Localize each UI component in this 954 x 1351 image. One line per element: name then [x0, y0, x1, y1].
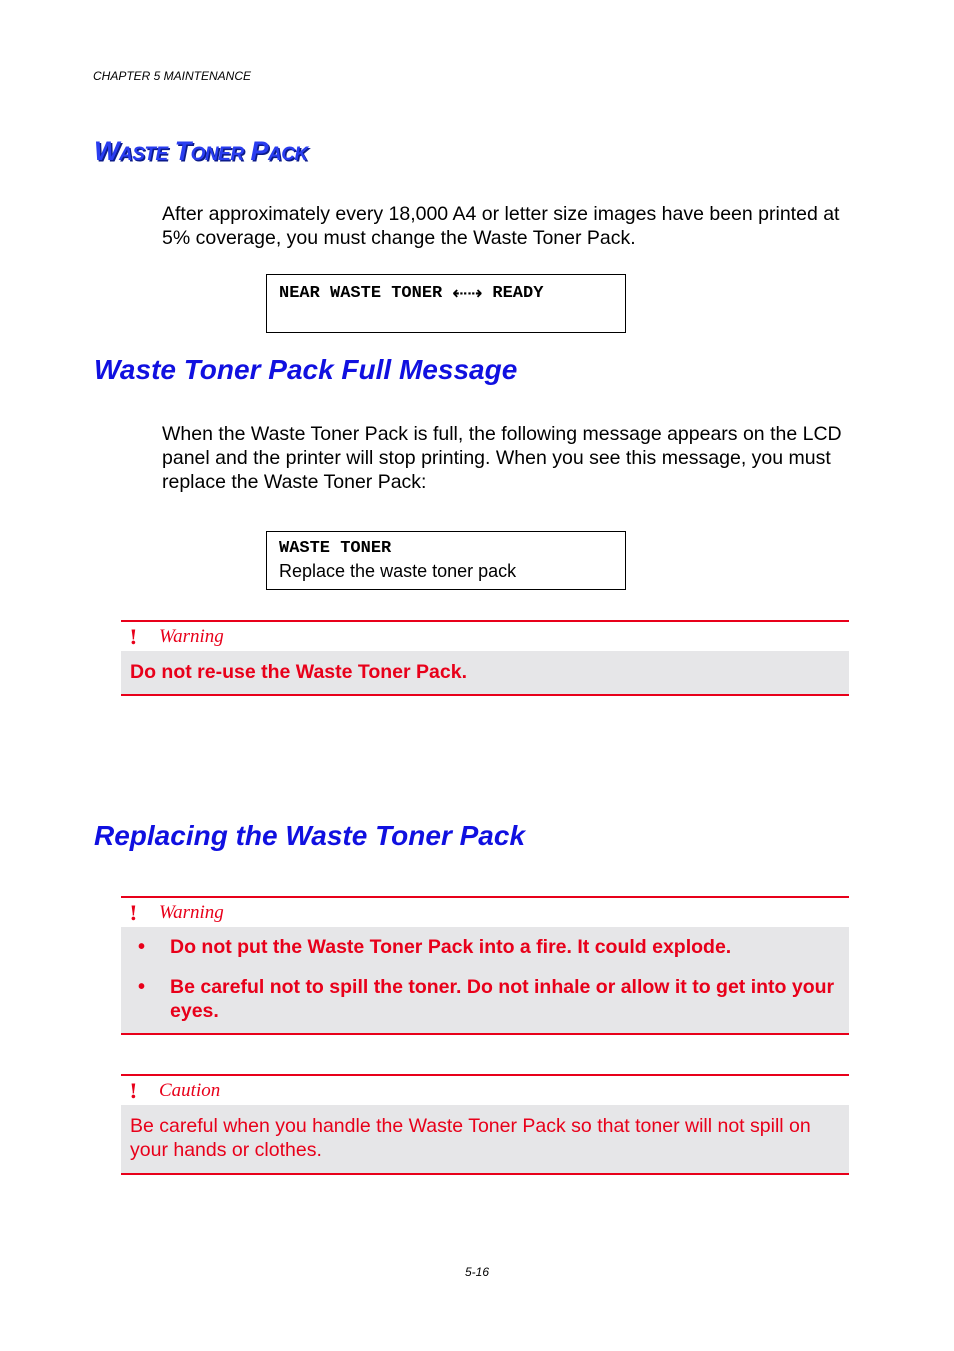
warning-label: Warning	[159, 901, 224, 923]
caution-box	[121, 1074, 849, 1175]
caution-icon: !	[129, 1078, 138, 1103]
warning-text: Do not re-use the Waste Toner Pack.	[121, 651, 849, 694]
page-title: Waste Toner Pack	[94, 136, 308, 166]
lcd-text-left: NEAR WASTE TONER	[279, 284, 443, 303]
list-item	[130, 975, 840, 1023]
list-item	[130, 935, 840, 959]
section-heading-full-message: Waste Toner Pack Full Message	[94, 354, 518, 385]
section-heading-replacing: Replacing the Waste Toner Pack	[94, 820, 526, 851]
list-item-text: Do not put the Waste Toner Pack into a fire. It could explode.	[170, 936, 732, 958]
warning-box-fire	[121, 896, 849, 1035]
warning-box-reuse	[121, 620, 849, 696]
warning-list	[121, 927, 849, 1033]
caution-header	[121, 1076, 849, 1105]
lcd-line-2: Replace the waste toner pack	[279, 561, 517, 581]
bullet-icon: •	[138, 976, 146, 998]
warning-icon: !	[129, 900, 138, 925]
bidirectional-arrow-icon: ⇠⇢	[452, 283, 483, 304]
lcd-line-1: WASTE TONER	[279, 539, 392, 558]
lcd-display-near-waste	[266, 274, 626, 333]
page-number: 5-16	[464, 1265, 490, 1279]
warning-header	[121, 898, 849, 927]
full-message-paragraph: When the Waste Toner Pack is full, the following message appears on the LCD panel and the printer will stop printing. When you see this message, you must replace the Waste Toner Pack:	[162, 423, 842, 493]
bullet-icon: •	[138, 936, 146, 958]
list-item-text: Be careful not to spill the toner. Do not inhale or allow it to get into your eyes.	[170, 976, 835, 1022]
warning-icon: !	[129, 624, 138, 649]
warning-header	[121, 622, 849, 651]
running-header: CHAPTER 5 MAINTENANCE	[93, 69, 252, 83]
lcd-display-waste-toner	[266, 531, 626, 590]
caution-label: Caution	[159, 1079, 221, 1101]
lcd-text-right: READY	[492, 284, 544, 303]
warning-label: Warning	[159, 625, 224, 647]
caution-text: Be careful when you handle the Waste Toner Pack so that toner will not spill on your hands or clothes.	[121, 1105, 849, 1173]
intro-paragraph: After approximately every 18,000 A4 or letter size images have been printed at 5% coverage, you must change the Waste Toner Pack.	[162, 203, 840, 249]
